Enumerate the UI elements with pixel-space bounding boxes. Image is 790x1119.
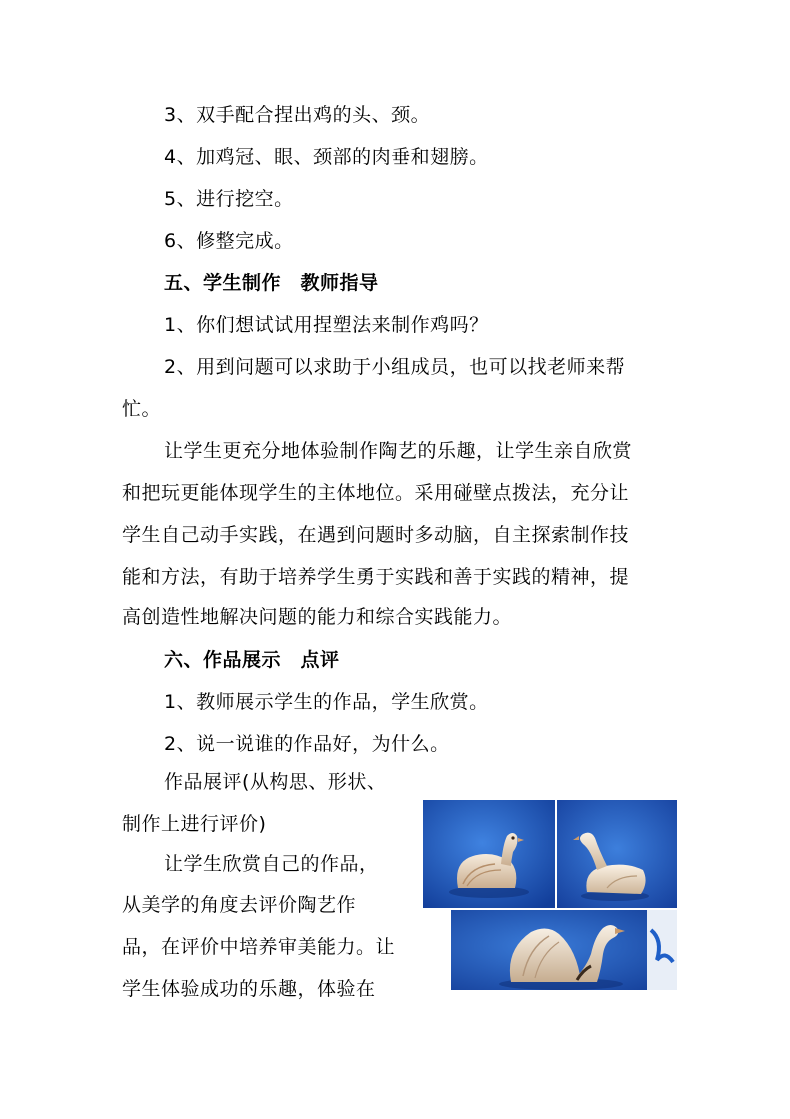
step-4-text: 4、加鸡冠、眼、颈部的肉垂和翅膀。 <box>164 146 489 168</box>
student-works-photo-collage <box>423 800 677 990</box>
clay-swan-icon <box>557 800 677 908</box>
clay-swan-icon <box>451 910 677 990</box>
photo-clay-swan-large <box>451 910 677 990</box>
question-2-text-line-1: 2、用到问题可以求助于小组成员，也可以找老师来帮 <box>164 356 626 378</box>
question-2-text-line-2: 忙。 <box>122 398 162 420</box>
step-5-text: 5、进行挖空。 <box>164 188 294 210</box>
paragraph-line-3: 学生自己动手实践，在遇到问题时多动脑，自主探索制作技 <box>122 524 630 546</box>
evaluation-line-6: 学生体验成功的乐趣，体验在 <box>122 978 376 1000</box>
evaluation-line-2: 制作上进行评价) <box>122 813 267 835</box>
paragraph-line-5: 高创造性地解决问题的能力和综合实践能力。 <box>122 606 513 628</box>
paragraph-line-4: 能和方法，有助于培养学生勇于实践和善于实践的精神，提 <box>122 566 630 588</box>
evaluation-line-3: 让学生欣赏自己的作品， <box>164 853 379 875</box>
paragraph-line-2: 和把玩更能体现学生的主体地位。采用碰壁点拨法，充分让 <box>122 482 630 504</box>
clay-bird-icon <box>423 800 555 908</box>
photo-clay-swan-small <box>557 800 677 908</box>
question-1-text: 1、你们想试试用捏塑法来制作鸡吗？ <box>164 314 489 336</box>
evaluation-line-4: 从美学的角度去评价陶艺作 <box>122 894 357 916</box>
evaluation-line-1: 作品展评(从构思、形状、 <box>164 771 387 793</box>
review-1-text: 1、教师展示学生的作品，学生欣赏。 <box>164 691 489 713</box>
photo-clay-bird <box>423 800 555 908</box>
section-6-heading: 六、作品展示 点评 <box>164 649 340 671</box>
section-5-heading: 五、学生制作 教师指导 <box>164 272 379 294</box>
evaluation-line-5: 品，在评价中培养审美能力。让 <box>122 936 396 958</box>
step-6-text: 6、修整完成。 <box>164 230 294 252</box>
step-3-text: 3、双手配合捏出鸡的头、颈。 <box>164 104 431 126</box>
review-2-text: 2、说一说谁的作品好，为什么。 <box>164 733 450 755</box>
paragraph-line-1: 让学生更充分地体验制作陶艺的乐趣，让学生亲自欣赏 <box>164 440 633 462</box>
